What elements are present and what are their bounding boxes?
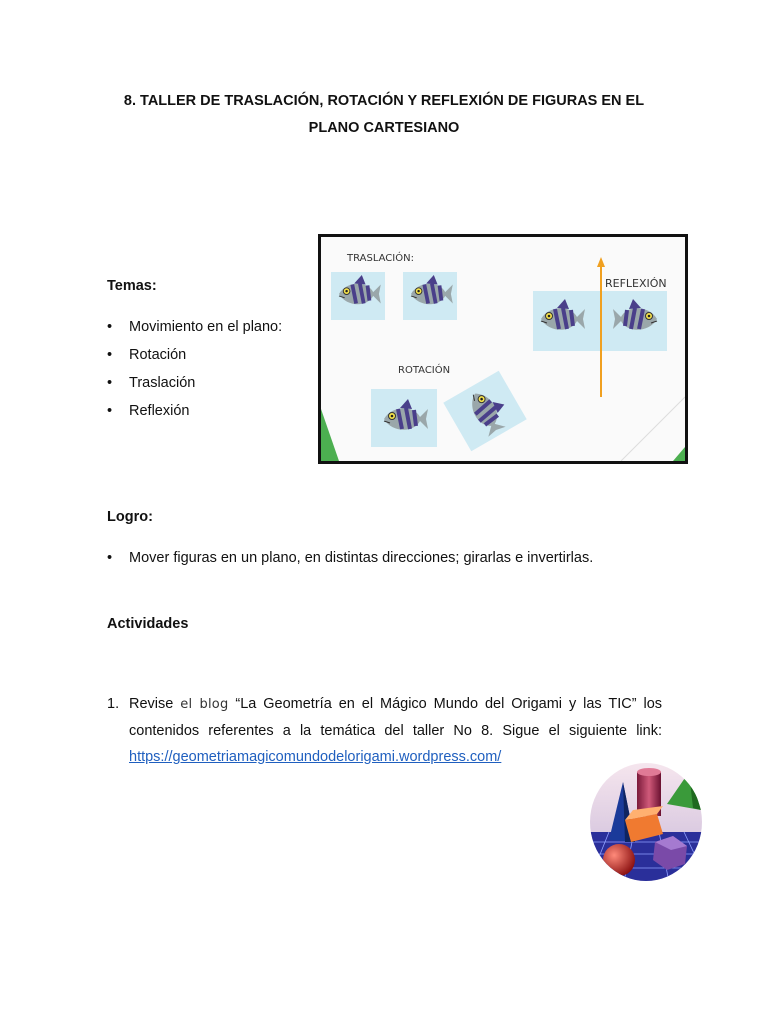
transformations-illustration: [321, 237, 685, 461]
bullet-icon: •: [107, 550, 113, 566]
label-reflexion: REFLEXIÓN: [605, 277, 667, 290]
actividad-blog-word: el blog: [180, 697, 229, 712]
temas-heading: Temas:: [107, 278, 157, 294]
list-item: [107, 403, 307, 421]
list-item: [107, 319, 307, 337]
tema-item-1: Movimiento en el plano:: [129, 319, 283, 335]
title-line-1: 8. TALLER DE TRASLACIÓN, ROTACIÓN Y REFLEXIÓN DE FIGURAS EN EL: [123, 93, 645, 109]
actividad-text: “La Geometría en el Mágico Mundo del Origami y las TIC” los contenidos referentes a la temática del taller No 8. Sigue el siguiente link:: [129, 696, 663, 739]
logro-heading: Logro:: [107, 509, 153, 525]
list-item: [107, 375, 307, 393]
tema-item-3: Traslación: [129, 375, 196, 391]
list-item: [107, 347, 307, 365]
bullet-icon: •: [107, 347, 113, 363]
transformations-figure: [318, 234, 688, 464]
actividad-pre: Revise: [129, 696, 174, 712]
bullet-icon: •: [107, 403, 113, 419]
bullet-icon: •: [107, 375, 113, 391]
tema-item-2: Rotación: [129, 347, 187, 363]
list-number: 1.: [107, 696, 120, 712]
blog-link[interactable]: https://geometriamagicomundodelorigami.wordpress.com/: [129, 749, 502, 765]
geometry-logo: [589, 762, 703, 882]
logro-item-1: Mover figuras en un plano, en distintas direcciones; girarlas e invertirlas.: [129, 550, 594, 566]
rotacion-fish-1: [371, 389, 437, 447]
rotacion-fish-2: [443, 371, 526, 451]
actividades-heading: Actividades: [107, 616, 189, 632]
actividad-item-1: [107, 691, 662, 770]
title-line-2: PLANO CARTESIANO: [308, 120, 460, 136]
page-title: [0, 88, 768, 142]
bullet-icon: •: [107, 319, 113, 335]
traslacion-fish-1: [331, 272, 385, 320]
tema-item-4: Reflexión: [129, 403, 190, 419]
traslacion-fish-2: [403, 272, 457, 320]
label-rotacion: ROTACIÓN: [398, 365, 451, 376]
label-traslacion: TRASLACIÓN:: [347, 253, 414, 264]
list-item: [107, 550, 667, 568]
geometry-shapes-image: [589, 762, 703, 882]
